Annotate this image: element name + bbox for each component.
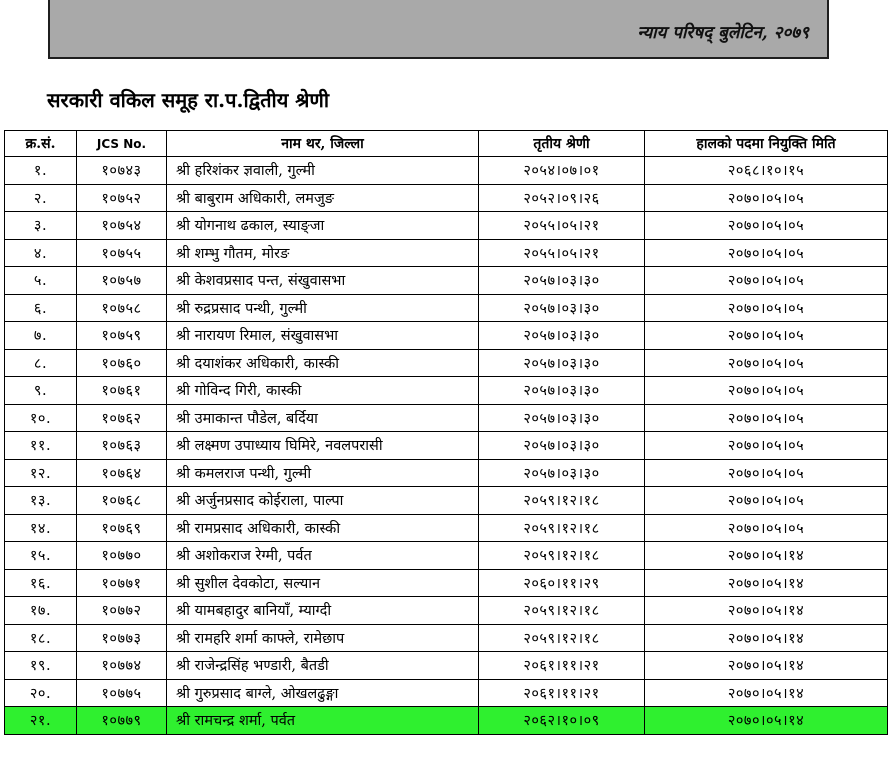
cell-third-grade-date: २०५९।१२।१८: [479, 624, 645, 652]
table-row: [5, 679, 888, 707]
cell-jcs-number: १०७५५: [77, 239, 167, 267]
cell-appointment-date: २०७०।०५।०५: [645, 349, 888, 377]
cell-appointment-date: २०७०।०५।१४: [645, 542, 888, 570]
table-row: [5, 514, 888, 542]
column-header-name: नाम थर, जिल्ला: [167, 131, 479, 157]
table-row: [5, 652, 888, 680]
cell-appointment-date: २०७०।०५।०५: [645, 487, 888, 515]
cell-third-grade-date: २०५७।०३।३०: [479, 322, 645, 350]
cell-jcs-number: १०७७५: [77, 679, 167, 707]
table-row: [5, 322, 888, 350]
cell-name-district: श्री योगनाथ ढकाल, स्याङ्जा: [167, 212, 479, 240]
cell-jcs-number: १०७५७: [77, 267, 167, 295]
cell-name-district: श्री रुद्रप्रसाद पन्थी, गुल्मी: [167, 294, 479, 322]
cell-jcs-number: १०७४३: [77, 157, 167, 185]
cell-third-grade-date: २०५७।०३।३०: [479, 294, 645, 322]
cell-serial-number: १५.: [5, 542, 77, 570]
cell-serial-number: १९.: [5, 652, 77, 680]
cell-jcs-number: १०७६१: [77, 377, 167, 405]
table-row: [5, 624, 888, 652]
cell-name-district: श्री गोविन्द गिरी, कास्की: [167, 377, 479, 405]
cell-jcs-number: १०७७३: [77, 624, 167, 652]
table-row: [5, 459, 888, 487]
cell-name-district: श्री रामप्रसाद अधिकारी, कास्की: [167, 514, 479, 542]
cell-third-grade-date: २०६१।११।२१: [479, 652, 645, 680]
table-row: [5, 157, 888, 185]
cell-jcs-number: १०७७९: [77, 707, 167, 735]
cell-serial-number: ७.: [5, 322, 77, 350]
table-row: [5, 542, 888, 570]
cell-jcs-number: १०७५४: [77, 212, 167, 240]
cell-serial-number: १.: [5, 157, 77, 185]
cell-appointment-date: २०७०।०५।०५: [645, 322, 888, 350]
cell-serial-number: २१.: [5, 707, 77, 735]
cell-serial-number: ६.: [5, 294, 77, 322]
table-header-row: [5, 131, 888, 157]
column-header-jcs: JCS No.: [77, 131, 167, 157]
cell-appointment-date: २०६८।१०।१५: [645, 157, 888, 185]
cell-serial-number: २०.: [5, 679, 77, 707]
cell-name-district: श्री दयाशंकर अधिकारी, कास्की: [167, 349, 479, 377]
cell-name-district: श्री उमाकान्त पौडेल, बर्दिया: [167, 404, 479, 432]
column-header-third-grade: तृतीय श्रेणी: [479, 131, 645, 157]
bulletin-title: न्याय परिषद् बुलेटिन, २०७९: [637, 23, 809, 43]
cell-appointment-date: २०७०।०५।१४: [645, 679, 888, 707]
table-row: [5, 487, 888, 515]
cell-name-district: श्री शम्भु गौतम, मोरङ: [167, 239, 479, 267]
cell-name-district: श्री सुशील देवकोटा, सल्यान: [167, 569, 479, 597]
cell-name-district: श्री नारायण रिमाल, संखुवासभा: [167, 322, 479, 350]
section-title: सरकारी वकिल समूह रा.प.द्वितीय श्रेणी: [47, 88, 330, 112]
cell-serial-number: ३.: [5, 212, 77, 240]
cell-name-district: श्री राजेन्द्रसिंह भण्डारी, बैतडी: [167, 652, 479, 680]
cell-serial-number: १०.: [5, 404, 77, 432]
cell-third-grade-date: २०५९।१२।१८: [479, 487, 645, 515]
column-header-appointment-date: हालको पदमा नियुक्ति मिति: [645, 131, 888, 157]
cell-third-grade-date: २०५५।०५।२१: [479, 212, 645, 240]
cell-appointment-date: २०७०।०५।१४: [645, 707, 888, 735]
cell-appointment-date: २०७०।०५।०५: [645, 514, 888, 542]
cell-name-district: श्री रामहरि शर्मा काफ्ले, रामेछाप: [167, 624, 479, 652]
table-row: [5, 707, 888, 735]
cell-serial-number: १४.: [5, 514, 77, 542]
cell-jcs-number: १०७६०: [77, 349, 167, 377]
cell-serial-number: २.: [5, 184, 77, 212]
cell-appointment-date: २०७०।०५।०५: [645, 459, 888, 487]
cell-serial-number: ५.: [5, 267, 77, 295]
cell-appointment-date: २०७०।०५।१४: [645, 569, 888, 597]
cell-name-district: श्री कमलराज पन्थी, गुल्मी: [167, 459, 479, 487]
cell-appointment-date: २०७०।०५।०५: [645, 267, 888, 295]
cell-third-grade-date: २०५७।०३।३०: [479, 267, 645, 295]
cell-serial-number: १८.: [5, 624, 77, 652]
cell-serial-number: ४.: [5, 239, 77, 267]
cell-appointment-date: २०७०।०५।०५: [645, 404, 888, 432]
table-row: [5, 377, 888, 405]
cell-name-district: श्री अशोकराज रेग्मी, पर्वत: [167, 542, 479, 570]
officer-table: [4, 130, 888, 735]
cell-jcs-number: १०७७४: [77, 652, 167, 680]
table-row: [5, 239, 888, 267]
cell-jcs-number: १०७७०: [77, 542, 167, 570]
bulletin-header: [48, 0, 829, 59]
cell-jcs-number: १०७६२: [77, 404, 167, 432]
cell-serial-number: १६.: [5, 569, 77, 597]
cell-jcs-number: १०७६४: [77, 459, 167, 487]
cell-third-grade-date: २०५५।०५।२१: [479, 239, 645, 267]
cell-jcs-number: १०७७१: [77, 569, 167, 597]
cell-third-grade-date: २०५७।०३।३०: [479, 459, 645, 487]
table-row: [5, 404, 888, 432]
cell-third-grade-date: २०५९।१२।१८: [479, 542, 645, 570]
cell-name-district: श्री गुरुप्रसाद बाग्ले, ओखलढुङ्गा: [167, 679, 479, 707]
cell-name-district: श्री हरिशंकर ज्ञवाली, गुल्मी: [167, 157, 479, 185]
cell-appointment-date: २०७०।०५।०५: [645, 432, 888, 460]
cell-third-grade-date: २०५७।०३।३०: [479, 349, 645, 377]
cell-third-grade-date: २०६०।११।२९: [479, 569, 645, 597]
cell-name-district: श्री रामचन्द्र शर्मा, पर्वत: [167, 707, 479, 735]
column-header-sn: क्र.सं.: [5, 131, 77, 157]
cell-appointment-date: २०७०।०५।०५: [645, 184, 888, 212]
cell-serial-number: ९.: [5, 377, 77, 405]
table-row: [5, 432, 888, 460]
table-row: [5, 569, 888, 597]
cell-appointment-date: २०७०।०५।०५: [645, 294, 888, 322]
cell-name-district: श्री अर्जुनप्रसाद कोईराला, पाल्पा: [167, 487, 479, 515]
cell-serial-number: ११.: [5, 432, 77, 460]
cell-third-grade-date: २०५७।०३।३०: [479, 377, 645, 405]
cell-name-district: श्री केशवप्रसाद पन्त, संखुवासभा: [167, 267, 479, 295]
cell-jcs-number: १०७५८: [77, 294, 167, 322]
cell-third-grade-date: २०६२।१०।०९: [479, 707, 645, 735]
table-row: [5, 294, 888, 322]
cell-appointment-date: २०७०।०५।१४: [645, 652, 888, 680]
cell-jcs-number: १०७६९: [77, 514, 167, 542]
cell-appointment-date: २०७०।०५।०५: [645, 212, 888, 240]
cell-name-district: श्री बाबुराम अधिकारी, लमजुङ: [167, 184, 479, 212]
cell-third-grade-date: २०५२।०९।२६: [479, 184, 645, 212]
cell-serial-number: १७.: [5, 597, 77, 625]
cell-third-grade-date: २०५४।०७।०१: [479, 157, 645, 185]
cell-jcs-number: १०७५९: [77, 322, 167, 350]
cell-serial-number: १२.: [5, 459, 77, 487]
cell-jcs-number: १०७६८: [77, 487, 167, 515]
cell-appointment-date: २०७०।०५।०५: [645, 377, 888, 405]
table-row: [5, 184, 888, 212]
cell-appointment-date: २०७०।०५।०५: [645, 239, 888, 267]
cell-third-grade-date: २०५७।०३।३०: [479, 404, 645, 432]
cell-jcs-number: १०७७२: [77, 597, 167, 625]
table-row: [5, 212, 888, 240]
cell-appointment-date: २०७०।०५।१४: [645, 624, 888, 652]
cell-name-district: श्री यामबहादुर बानियाँ, म्याग्दी: [167, 597, 479, 625]
cell-third-grade-date: २०५९।१२।१८: [479, 597, 645, 625]
cell-serial-number: १३.: [5, 487, 77, 515]
cell-third-grade-date: २०५९।१२।१८: [479, 514, 645, 542]
table-row: [5, 267, 888, 295]
cell-third-grade-date: २०६१।११।२१: [479, 679, 645, 707]
table-row: [5, 597, 888, 625]
table-row: [5, 349, 888, 377]
cell-appointment-date: २०७०।०५।१४: [645, 597, 888, 625]
cell-jcs-number: १०७५२: [77, 184, 167, 212]
cell-serial-number: ८.: [5, 349, 77, 377]
cell-name-district: श्री लक्ष्मण उपाध्याय घिमिरे, नवलपरासी: [167, 432, 479, 460]
cell-jcs-number: १०७६३: [77, 432, 167, 460]
cell-third-grade-date: २०५७।०३।३०: [479, 432, 645, 460]
